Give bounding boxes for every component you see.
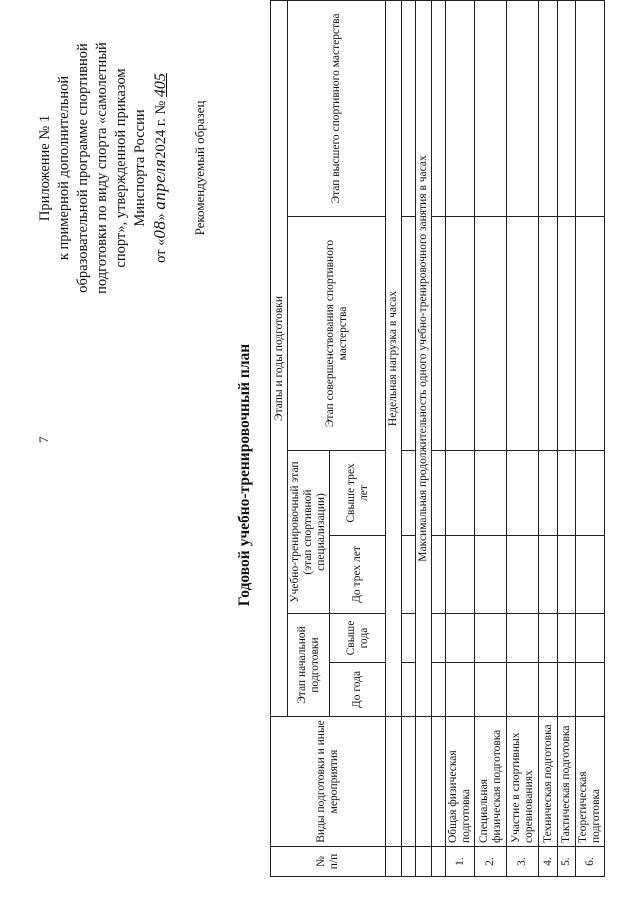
appendix-line: Приложение № 1 (37, 114, 53, 222)
header-row (271, 0, 288, 876)
row-number: 2. (475, 847, 507, 877)
row-number: 5. (558, 847, 576, 877)
document-title: Годовой учебно-тренировочный план (236, 343, 253, 607)
row-activity: Тактическая подготовка (558, 717, 576, 847)
row-activity: Теоретическая подготовка (576, 717, 605, 847)
recommended-sample: Рекомендуемый образец (192, 100, 207, 236)
date-day-handwritten: 08 (150, 220, 169, 239)
max-duration-label: Максимальная продолжительность одного учебно-тренировочного занятия в часах (416, 0, 432, 716)
weekly-load-label: Недельная нагрузка в часах (386, 0, 402, 716)
row-number: 6. (576, 847, 605, 877)
weekly-load-values-row (402, 0, 416, 876)
appendix-date-line (150, 23, 171, 313)
page-number: 7 (36, 436, 51, 443)
date-mid: » (153, 209, 169, 221)
sub-header-over-year: Свыше года (330, 614, 386, 663)
training-plan-table (270, 0, 605, 877)
row-number: 4. (539, 847, 558, 877)
row-number: 1. (446, 847, 475, 877)
appendix-line: подготовки по виду спорта «самолетный (94, 42, 110, 294)
order-number-handwritten: 405 (152, 73, 169, 98)
weekly-load-row (386, 0, 402, 876)
stage-training-header: Учебно-тренировочный этап (этап спортивной специализации) (288, 451, 330, 614)
column-header-activity: Виды подготовки и иные мероприятия (271, 717, 386, 847)
table-row (475, 0, 507, 876)
row-activity: Специальная физическая подготовка (475, 717, 507, 847)
date-month-handwritten: апреля (150, 158, 169, 210)
stages-header: Этапы и годы подготовки (271, 0, 288, 716)
max-duration-row (416, 0, 432, 876)
table-row (539, 0, 558, 876)
appendix-line: к примерной дополнительной (56, 75, 72, 261)
table-row (446, 0, 475, 876)
row-activity: Техническая подготовка (539, 717, 558, 847)
appendix-line: образовательной программе спортивной (75, 43, 91, 293)
max-duration-values-row (432, 0, 446, 876)
table-row (576, 0, 605, 876)
appendix-line: спорт», утвержденной приказом (113, 68, 129, 268)
date-year: 2024 г. № (153, 100, 169, 159)
row-activity: Участие в спортивных соревнованиях (507, 717, 539, 847)
appendix-block (36, 23, 171, 313)
stage-improvement-header: Этап совершенствования спортивного мастерства (288, 217, 386, 451)
row-number: 3. (507, 847, 539, 877)
appendix-line: Минспорта России (132, 109, 148, 227)
table-row (558, 0, 576, 876)
table-row (507, 0, 539, 876)
sub-header-over-three: Свыше трех лет (330, 451, 386, 536)
sub-header-up-to-three: До трех лет (330, 536, 386, 614)
row-activity: Общая физическая подготовка (446, 717, 475, 847)
date-prefix: от « (153, 238, 169, 263)
sub-header-up-to-year: До года (330, 663, 386, 717)
column-header-number: № п/п (271, 847, 386, 877)
stage-initial-header: Этап начальной подготовки (288, 614, 330, 717)
stage-higher-header: Этап высшего спортивного мастерства (288, 0, 386, 216)
